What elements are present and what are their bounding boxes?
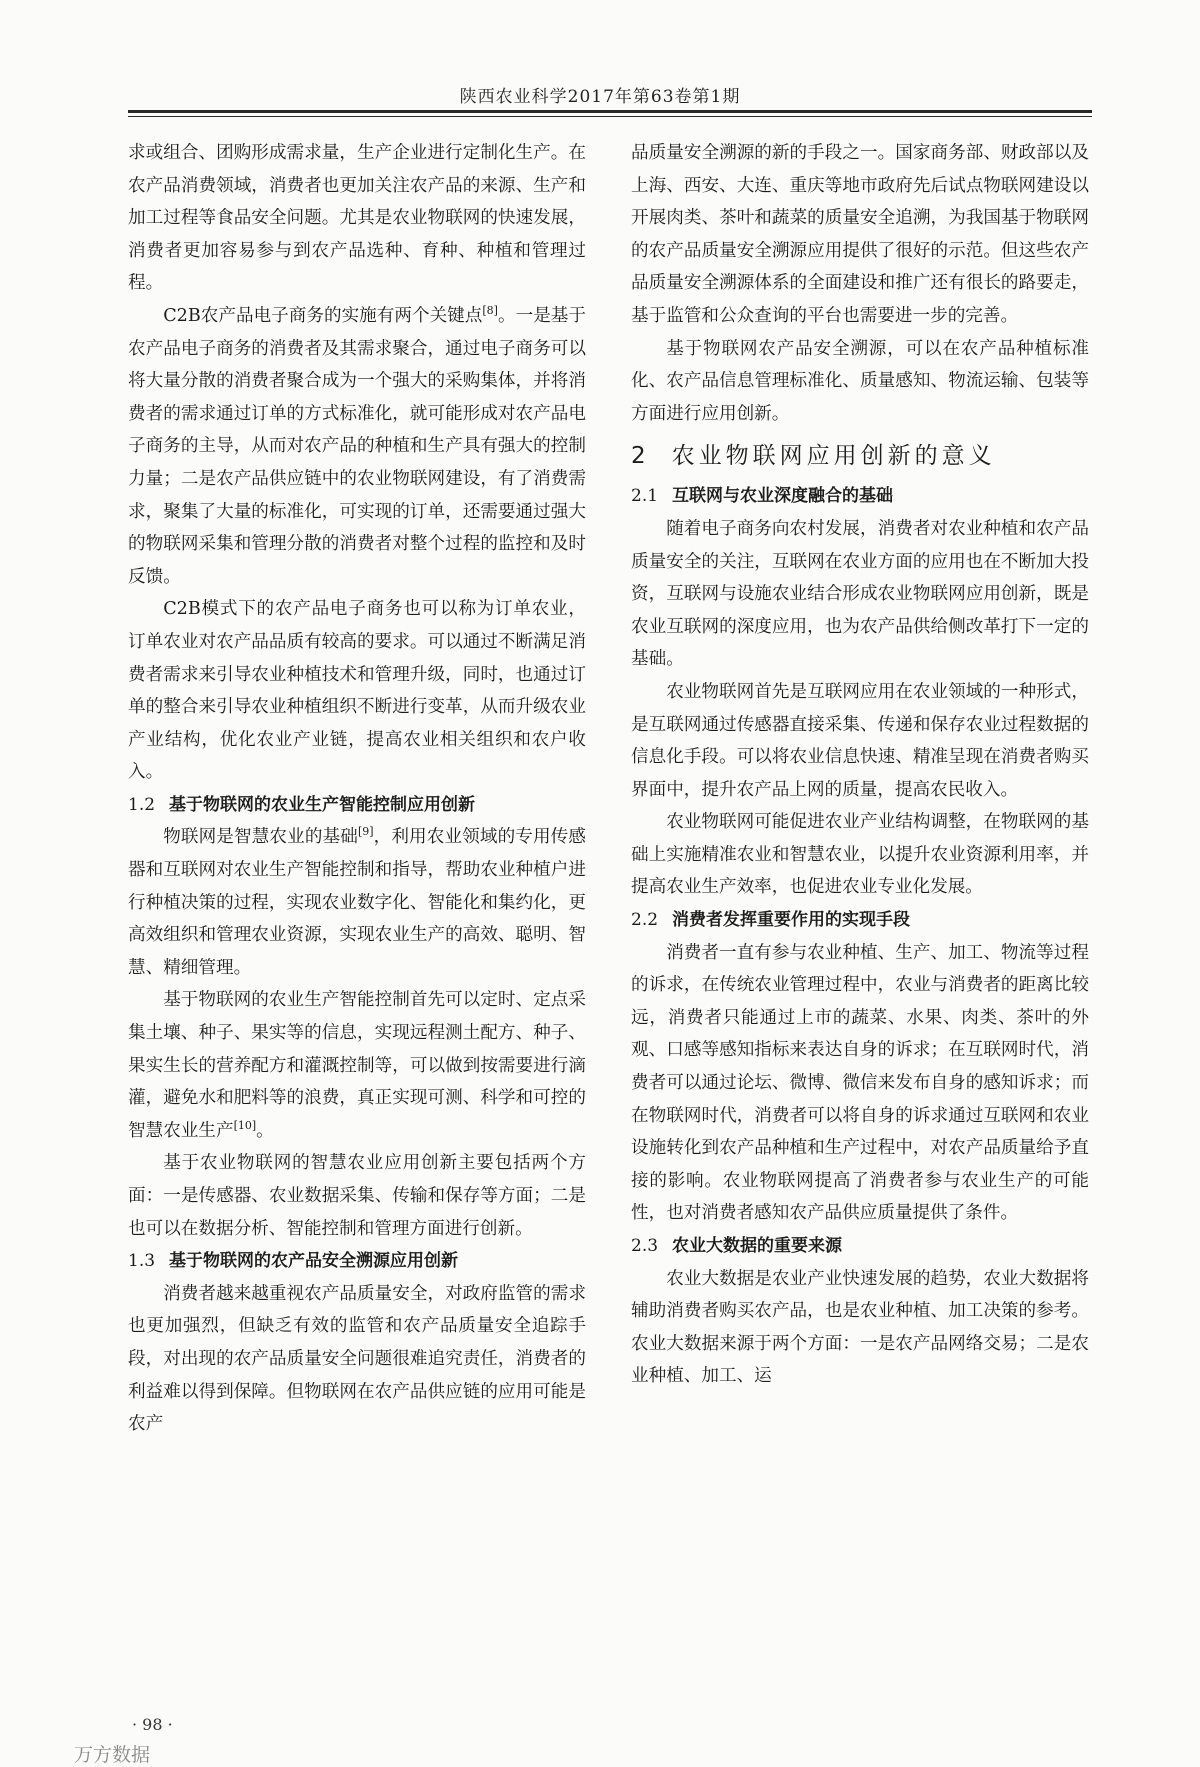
paragraph-text: 基于物联网的农业生产智能控制首先可以定时、定点采集土壤、种子、果实等的信息，实现远程测土配方、种子、果实生长的营养配方和灌溉控制等，可以做到按需要进行滴灌，避免水和肥料等的浪费，真正实现可测、科学和可控的智慧农业生产 [128, 990, 586, 1141]
paragraph: 基于农业物联网的智慧农业应用创新主要包括两个方面：一是传感器、农业数据采集、传输和保存等方面；二是也可以在数据分析、智能控制和管理方面进行创新。 [128, 1153, 586, 1239]
paragraph [128, 984, 586, 1147]
section-heading-2 [631, 436, 1089, 476]
paragraph: 消费者越来越重视农产品质量安全，对政府监管的需求也更加强烈，但缺乏有效的监管和农产品质量安全追踪手段，对出现的农产品质量安全问题很难追究责任，消费者的利益难以得到保障。但物联网在农产品供应链的应用可能是农产 [128, 1283, 586, 1435]
page-number: · 98 · [132, 1715, 173, 1734]
paragraph: 农业大数据是农业产业快速发展的趋势，农业大数据将辅助消费者购买农产品，也是农业种植、加工决策的参考。农业大数据来源于两个方面：一是农产品网络交易；二是农业种植、加工、运 [631, 1268, 1089, 1387]
section-heading-1-3 [128, 1245, 586, 1278]
citation: [8] [482, 304, 498, 318]
section-title: 农业大数据的重要来源 [672, 1236, 843, 1256]
paragraph [128, 821, 586, 984]
citation: [10] [233, 1118, 257, 1132]
section-title: 农业物联网应用创新的意义 [671, 443, 996, 470]
section-number: 2.3 [631, 1236, 659, 1256]
section-number: 1.2 [128, 794, 156, 815]
paragraph: C2B模式下的农产品电子商务也可以称为订单农业，订单农业对农产品品质有较高的要求。可以通过不断满足消费者需求来引导农业种植技术和管理升级，同时，也通过订单的整合来引导农业种植组织不断进行变革，从而升级农业产业结构，优化农业产业链，提高农业相关组织和农户收入。 [128, 599, 586, 783]
paragraph: 农业物联网可能促进农业产业结构调整，在物联网的基础上实施精准农业和智慧农业，以提升农业资源利用率，并提高农业生产效率，也促进农业专业化发展。 [631, 812, 1089, 898]
paragraph-text: ，利用农业领域的专用传感器和互联网对农业生产智能控制和指导，帮助农业种植户进行种植决策的过程，实现农业数字化、智能化和集约化，更高效组织和管理农业资源，实现农业生产的高效、聪明、智慧、精细管理。 [128, 827, 586, 978]
section-title: 消费者发挥重要作用的实现手段 [672, 910, 911, 931]
section-title: 基于物联网的农产品安全溯源应用创新 [169, 1251, 459, 1272]
section-number: 1.3 [128, 1251, 156, 1272]
header-rule-thin [128, 116, 1092, 117]
section-heading-2-3 [631, 1230, 1089, 1263]
journal-header: 陕西农业科学2017年第63卷第1期 [459, 87, 741, 107]
left-column [128, 137, 586, 1441]
section-number: 2.1 [631, 486, 659, 507]
header-rule-thick [128, 110, 1092, 113]
paragraph [128, 300, 586, 593]
paragraph: 随着电子商务向农村发展，消费者对农业种植和农产品质量安全的关注，互联网在农业方面的应用也在不断加大投资，互联网与设施农业结合形成农业物联网应用创新，既是农业互联网的深度应用，也为农产品供给侧改革打下一定的基础。 [631, 518, 1089, 670]
paragraph-text: 。一是基于农产品电子商务的消费者及其需求聚合，通过电子商务可以将大量分散的消费者聚合成为一个强大的采购集体，并将消费者的需求通过订单的方式标准化，就可能形成对农产品电子商务的主导，从而对农产品的种植和生产具有强大的控制力量；二是农产品供应链中的农业物联网建设，有了消费需求，聚集了大量的标准化，可实现的订单，还需要通过强大的物联网采集和管理分散的消费者对整个过程的监控和及时反馈。 [128, 305, 586, 587]
paragraph: 求或组合、团购形成需求量，生产企业进行定制化生产。在农产品消费领域，消费者也更加关注农产品的来源、生产和加工过程等食品安全问题。尤其是农业物联网的快速发展，消费者更加容易参与到农产品选种、育种、种植和管理过程。 [128, 143, 586, 294]
paragraph: 消费者一直有参与农业种植、生产、加工、物流等过程的诉求，在传统农业管理过程中，农业与消费者的距离比较远，消费者只能通过上市的蔬菜、水果、肉类、茶叶的外观、口感等感知指标来表达自身的诉求；在互联网时代，消费者可以通过论坛、微博、微信来发布自身的感知诉求；而在物联网时代，消费者可以将自身的诉求通过互联网和农业设施转化到农产品种植和生产过程中，对农产品质量给予直接的影响。农业物联网提高了消费者参与农业生产的可能性，也对消费者感知农产品供应质量提供了条件。 [631, 942, 1089, 1224]
paragraph: 基于物联网农产品安全溯源，可以在农产品种植标准化、农产品信息管理标准化、质量感知、物流运输、包装等方面进行应用创新。 [631, 338, 1089, 424]
citation: [9] [357, 825, 374, 839]
section-title: 互联网与农业深度融合的基础 [672, 486, 894, 507]
section-heading-2-1 [631, 480, 1089, 513]
section-title: 基于物联网的农业生产智能控制应用创新 [169, 794, 476, 815]
right-column [631, 137, 1089, 1393]
section-heading-1-2 [128, 789, 586, 822]
paragraph: 品质量安全溯源的新的手段之一。国家商务部、财政部以及上海、西安、大连、重庆等地市政府先后试点物联网建设以开展肉类、茶叶和蔬菜的质量安全追溯，为我国基于物联网的农产品质量安全溯源应用提供了很好的示范。但这些农产品质量安全溯源体系的全面建设和推广还有很长的路要走，基于监管和公众查询的平台也需要进一步的完善。 [631, 143, 1089, 326]
section-number: 2 [631, 443, 650, 470]
paragraph-text: 。 [256, 1120, 274, 1141]
paragraph-text: C2B农产品电子商务的实施有两个关键点 [163, 305, 483, 326]
section-number: 2.2 [631, 910, 659, 931]
section-heading-2-2 [631, 904, 1089, 937]
watermark: 万方数据 [74, 1744, 151, 1766]
paragraph-text: 物联网是智慧农业的基础 [163, 827, 358, 848]
paragraph: 农业物联网首先是互联网应用在农业领域的一种形式，是互联网通过传感器直接采集、传递和保存农业过程数据的信息化手段。可以将农业信息快速、精准呈现在消费者购买界面中，提升农产品上网的质量，提高农民收入。 [631, 681, 1089, 800]
